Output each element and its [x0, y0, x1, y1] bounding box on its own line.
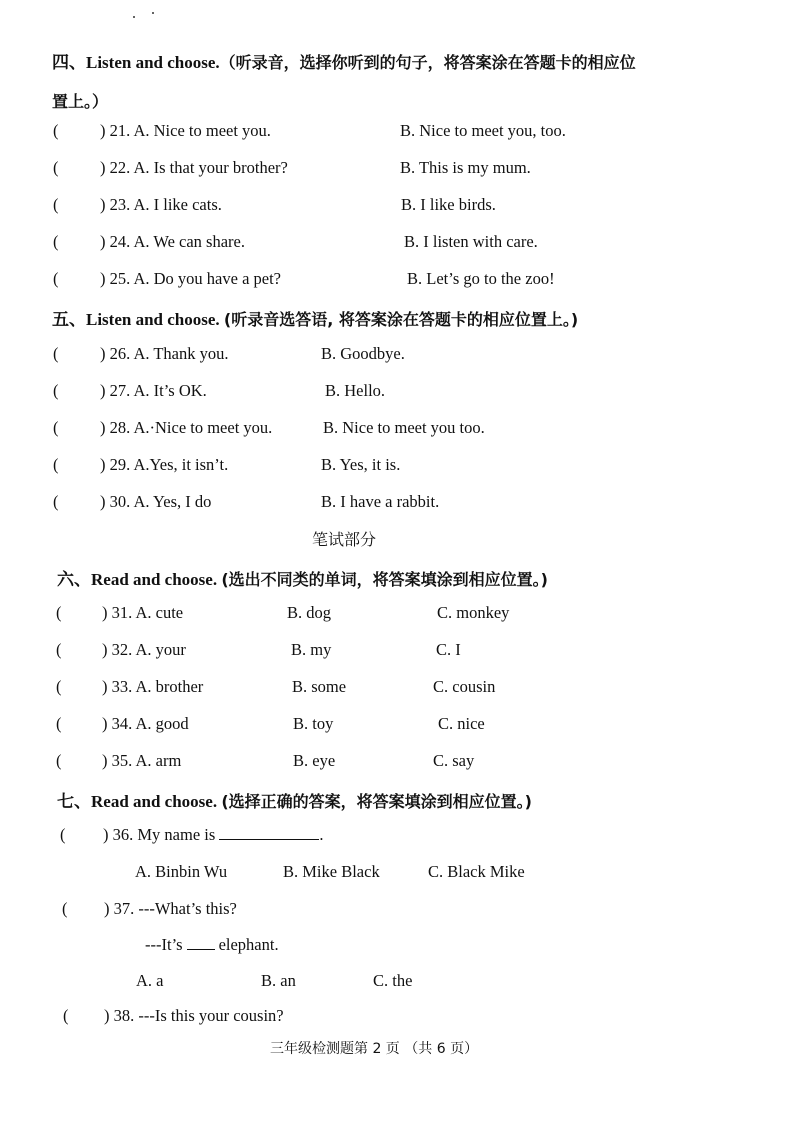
q35-b: B. eye [293, 751, 336, 770]
answer-paren[interactable]: ( [53, 158, 59, 177]
q36-stem-text: ) 36. My name is [103, 825, 216, 844]
q28-a: ) 28. A.·Nice to meet you. [100, 418, 273, 437]
answer-paren[interactable]: ( [53, 381, 59, 400]
answer-paren[interactable]: ( [53, 195, 59, 214]
answer-paren[interactable]: ( [53, 492, 59, 511]
answer-paren[interactable]: ( [56, 751, 62, 770]
q30-a: ) 30. A. Yes, I do [100, 492, 212, 511]
answer-paren[interactable]: ( [56, 640, 62, 659]
section4-instruction-cont: 置上。） [52, 92, 109, 111]
written-part-label: 笔试部分 [312, 530, 377, 549]
q37-line2-b: elephant. [218, 935, 279, 954]
section5-heading [52, 305, 578, 330]
section5-title: 五、Listen and choose. [52, 310, 220, 329]
q29-b: B. Yes, it is. [321, 455, 401, 474]
q37-c: C. the [373, 971, 413, 990]
answer-blank[interactable] [187, 935, 215, 950]
section5-instruction: (听录音选答语, 将答案涂在答题卡的相应位置上。) [223, 310, 579, 329]
answer-blank[interactable] [219, 825, 319, 840]
q36-stem [103, 825, 324, 845]
q21-a: ) 21. A. Nice to meet you. [100, 121, 271, 140]
answer-paren[interactable]: ( [53, 269, 59, 288]
section4-instruction: （听录音，选择你听到的句子，将答案涂在答题卡的相应位 [219, 53, 636, 72]
answer-paren[interactable]: ( [53, 121, 59, 140]
q34-a: ) 34. A. good [102, 714, 189, 733]
q34-c: C. nice [438, 714, 485, 733]
q25-a: ) 25. A. Do you have a pet? [100, 269, 281, 288]
q23-b: B. I like birds. [401, 195, 496, 214]
answer-paren[interactable]: ( [53, 344, 59, 363]
section4-title: 四、Listen and choose. [52, 53, 220, 72]
q37-stem: ) 37. ---What’s this? [104, 899, 237, 918]
section7-heading [57, 787, 532, 812]
page-footer: 三年级检测题第 2 页 （共 6 页） [270, 1041, 479, 1057]
q32-b: B. my [291, 640, 332, 659]
answer-paren[interactable]: ( [62, 899, 68, 918]
answer-paren[interactable]: ( [63, 1006, 69, 1025]
q36-b: B. Mike Black [283, 862, 380, 881]
q36-a: A. Binbin Wu [135, 862, 228, 881]
scan-speck [152, 12, 154, 14]
q25-b: B. Let’s go to the zoo! [407, 269, 555, 288]
answer-paren[interactable]: ( [53, 232, 59, 251]
q32-c: C. I [436, 640, 461, 659]
answer-paren[interactable]: ( [56, 677, 62, 696]
q33-b: B. some [292, 677, 347, 696]
q33-c: C. cousin [433, 677, 496, 696]
q22-a: ) 22. A. Is that your brother? [100, 158, 288, 177]
answer-paren[interactable]: ( [56, 714, 62, 733]
period: . [319, 825, 324, 844]
q30-b: B. I have a rabbit. [321, 492, 440, 511]
answer-paren[interactable]: ( [60, 825, 66, 844]
section6-instruction: (选出不同类的单词，将答案填涂到相应位置。) [221, 570, 548, 589]
q33-a: ) 33. A. brother [102, 677, 204, 696]
q34-b: B. toy [293, 714, 334, 733]
q28-b: B. Nice to meet you too. [323, 418, 485, 437]
q36-c: C. Black Mike [428, 862, 525, 881]
q37-a: A. a [136, 971, 164, 990]
scan-speck [133, 16, 135, 18]
section6-heading [57, 565, 548, 590]
q22-b: B. This is my mum. [400, 158, 531, 177]
q37-b: B. an [261, 971, 296, 990]
q38-stem: ) 38. ---Is this your cousin? [104, 1006, 284, 1025]
q31-b: B. dog [287, 603, 332, 622]
section6-title: 六、Read and choose. [57, 570, 218, 589]
section7-title: 七、Read and choose. [57, 792, 218, 811]
q35-a: ) 35. A. arm [102, 751, 182, 770]
q21-b: B. Nice to meet you, too. [400, 121, 566, 140]
section4-heading [52, 48, 636, 73]
q26-b: B. Goodbye. [321, 344, 405, 363]
q37-line2-a: ---It’s [145, 935, 183, 954]
q35-c: C. say [433, 751, 475, 770]
q26-a: ) 26. A. Thank you. [100, 344, 229, 363]
q27-b: B. Hello. [325, 381, 386, 400]
answer-paren[interactable]: ( [56, 603, 62, 622]
q24-a: ) 24. A. We can share. [100, 232, 245, 251]
q37-line2 [145, 935, 279, 955]
q32-a: ) 32. A. your [102, 640, 186, 659]
q29-a: ) 29. A.Yes, it isn’t. [100, 455, 229, 474]
q31-a: ) 31. A. cute [102, 603, 184, 622]
q24-b: B. I listen with care. [404, 232, 538, 251]
q23-a: ) 23. A. I like cats. [100, 195, 222, 214]
answer-paren[interactable]: ( [53, 418, 59, 437]
q27-a: ) 27. A. It’s OK. [100, 381, 207, 400]
answer-paren[interactable]: ( [53, 455, 59, 474]
section7-instruction: (选择正确的答案，将答案填涂到相应位置。) [221, 792, 532, 811]
q31-c: C. monkey [437, 603, 510, 622]
